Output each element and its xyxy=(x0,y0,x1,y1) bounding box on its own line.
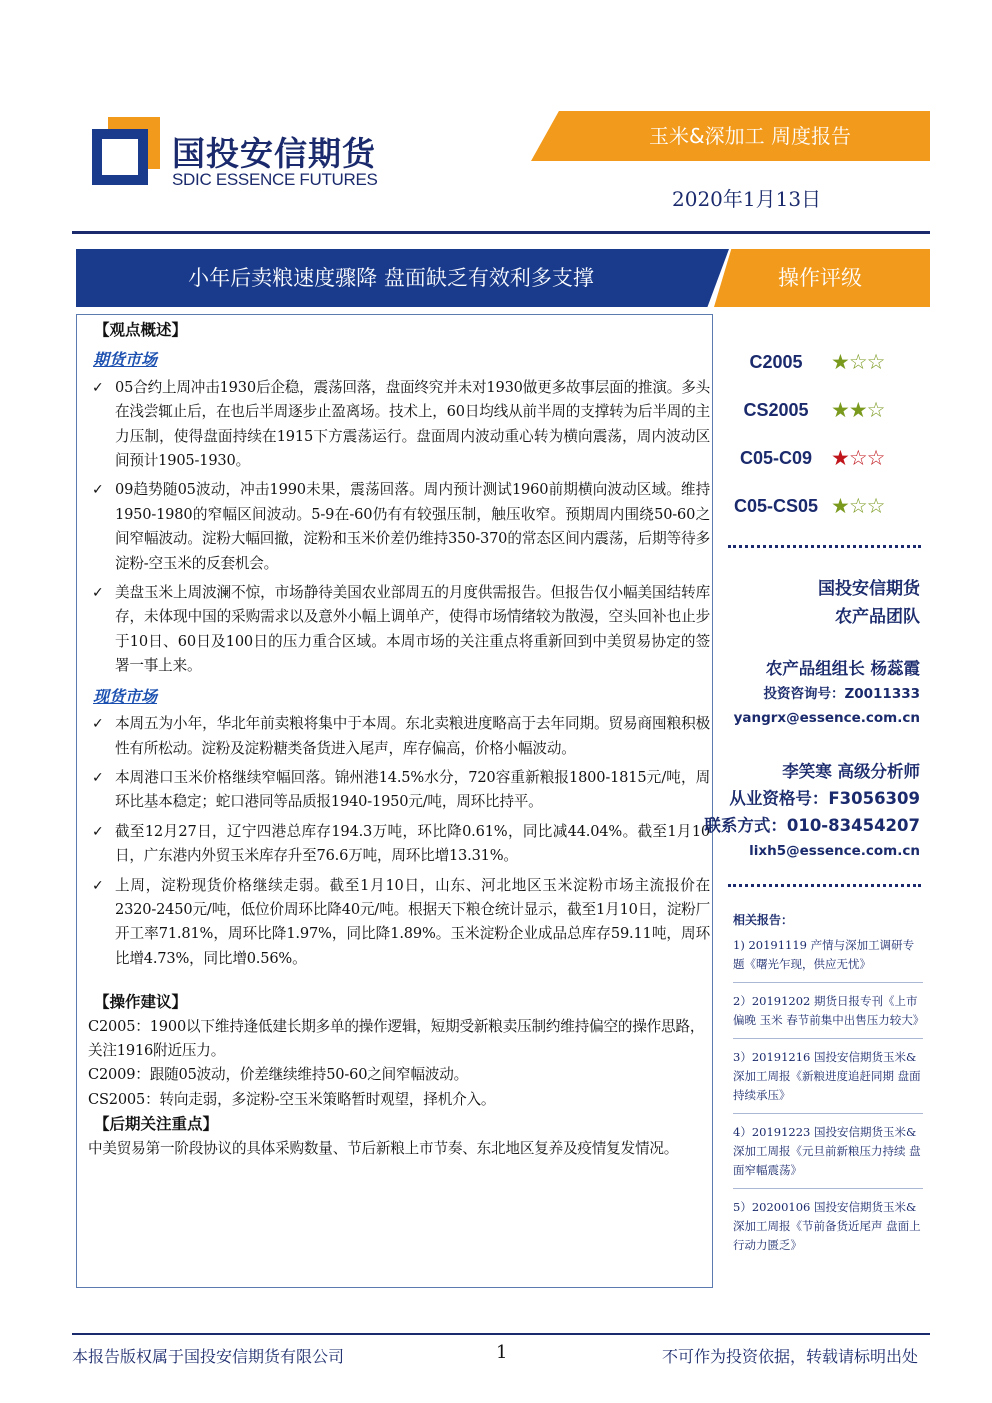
check-icon: ✓ xyxy=(92,823,104,840)
advice-line: C2009：跟随05波动，价差继续维持50-60之间窄幅波动。 xyxy=(88,1066,469,1084)
star-filled-icon: ★ xyxy=(831,494,849,518)
related-heading: 相关报告： xyxy=(733,913,794,927)
logo-text-cn: 国投安信期货 xyxy=(172,134,376,173)
star-filled-icon: ★ xyxy=(831,350,849,374)
analyst-1-email[interactable]: yangrx@essence.com.cn xyxy=(733,710,920,726)
rating-code: C2005 xyxy=(749,351,803,372)
team-block xyxy=(700,575,920,631)
related-report-item[interactable]: 4）20191223 国投安信期货玉米&深加工周报《元旦前新粮压力持续 盘面窄幅震荡》 xyxy=(733,1123,923,1189)
footer-copyright: 本报告版权属于国投安信期货有限公司 xyxy=(72,1347,345,1366)
rating-row xyxy=(726,386,926,434)
list-item: ✓ 本周五为小年，华北年前卖粮将集中于本周。东北卖粮进度略高于去年同期。贸易商囤粮积极性有所松动。淀粉及淀粉糖类备货进入尾声，库存偏高，价格小幅波动。 xyxy=(88,712,710,761)
main-content xyxy=(88,318,710,1161)
rating-row xyxy=(726,338,926,386)
page-number: 1 xyxy=(496,1342,508,1363)
related-report-item[interactable]: 5）20200106 国投安信期货玉米&深加工周报《节前备货近尾声 盘面上行动力匮乏》 xyxy=(733,1200,921,1252)
rating-stars xyxy=(831,494,884,518)
divider xyxy=(728,884,921,887)
advice-line: CS2005：转向走弱，多淀粉-空玉米策略暂时观望，择机介入。 xyxy=(88,1090,496,1108)
futures-list xyxy=(88,376,710,679)
report-type-title: 玉米&深加工 周度报告 xyxy=(649,124,851,148)
list-item: ✓ 05合约上周冲击1930后企稳，震荡回落，盘面终究并未对1930做更多故事层面的推演。多头在浅尝辄止后，在也后半周逐步止盈离场。技术上，60日均线从前半周的支撑转为后半周的主力压制，使得盘面持续在1915下方震荡运行。盘面周内波动重心转为横向震荡，周内波动区间预计1905-1930。 xyxy=(88,376,710,474)
list-item: ✓ 本周港口玉米价格继续窄幅回落。锦州港14.5%水分，720容重新粮报1800-1815元/吨，周环比基本稳定；蛇口港同等品质报1940-1950元/吨，周环比持平。 xyxy=(88,766,710,815)
star-empty-icon: ☆ xyxy=(866,398,885,422)
related-reports xyxy=(733,936,923,1272)
related-report-item[interactable]: 3）20191216 国投安信期货玉米&深加工周报《新粮进度追赶同期 盘面持续承压》 xyxy=(733,1048,923,1114)
footer-disclaimer: 不可作为投资依据，转载请标明出处 xyxy=(662,1347,919,1366)
check-icon: ✓ xyxy=(92,877,104,894)
star-empty-icon: ☆☆ xyxy=(848,446,885,470)
logo-text-en: SDIC ESSENCE FUTURES xyxy=(172,170,378,189)
analyst-2-email[interactable]: lixh5@essence.com.cn xyxy=(749,843,920,859)
rating-stars xyxy=(831,446,884,470)
analyst-2 xyxy=(700,758,920,863)
list-item: ✓ 上周，淀粉现货价格继续走弱。截至1月10日，山东、河北地区玉米淀粉市场主流报价在2320-2450元/吨，低位价周环比降40元/吨。根据天下粮仓统计显示，截至1月10日，淀粉厂开工率71.81%，周环比降1.97%，同比降1.89%。玉米淀粉企业成品总库存59.11吨，周环比增4.73%，同比增0.56%。 xyxy=(88,874,710,972)
check-icon: ✓ xyxy=(92,379,104,396)
star-filled-icon: ★★ xyxy=(831,398,867,422)
star-empty-icon: ☆☆ xyxy=(848,350,885,374)
list-item: ✓ 美盘玉米上周波澜不惊，市场静待美国农业部周五的月度供需报告。但报告仅小幅美国结转库存，未体现中国的采购需求以及意外小幅上调单产，使得市场情绪较为散漫，空头回补也止步于10日、60日及100日的压力重合区域。本周市场的关注重点将重新回到中美贸易协定的签署一事上来。 xyxy=(88,581,710,679)
check-icon: ✓ xyxy=(92,716,104,733)
related-report-item[interactable]: 2）20191202 期货日报专刊《上市偏晚 玉米 春节前集中出售压力较大》 xyxy=(733,992,923,1039)
analyst-1-title: 农产品组组长 杨蕊霞 xyxy=(765,659,920,678)
analyst-1 xyxy=(700,655,920,730)
company-logo-icon xyxy=(92,117,160,185)
rating-row xyxy=(726,482,926,530)
rating-stars xyxy=(831,350,884,374)
report-date: 2020年1月13日 xyxy=(672,187,822,211)
focus-text: 中美贸易第一阶段协议的具体采购数量、节后新粮上市节奏、东北地区复养及疫情复发情况。 xyxy=(88,1139,679,1157)
team-company: 国投安信期货 xyxy=(818,579,920,599)
star-filled-icon: ★ xyxy=(831,446,849,470)
divider xyxy=(728,545,921,548)
list-item: ✓ 09趋势随05波动，冲击1990未果，震荡回落。周内预计测试1960前期横向波动区域。维持1950-1980的窄幅区间波动。5-9在-60仍有有较强压制，触压收窄。预期周内围绕50-60之间窄幅波动。淀粉大幅回撤，淀粉和玉米价差仍维持350-370的常态区间内震荡，后期等待多淀粉-空玉米的反套机会。 xyxy=(88,478,710,576)
footer-divider xyxy=(72,1333,930,1335)
check-icon: ✓ xyxy=(92,482,104,499)
header-divider xyxy=(72,231,930,234)
report-title: 小年后卖粮速度骤降 盘面缺乏有效利多支撑 xyxy=(188,266,594,290)
star-empty-icon: ☆☆ xyxy=(848,494,885,518)
rating-code: CS2005 xyxy=(743,399,809,420)
check-icon: ✓ xyxy=(92,585,104,602)
analyst-2-license: 从业资格号：F3056309 xyxy=(729,789,920,808)
rating-row xyxy=(726,434,926,482)
ratings-panel xyxy=(726,338,926,530)
advice-line: C2005：1900以下维持逢低建长期多单的操作逻辑，短期受新粮卖压制约维持偏空的操作思路，关注1916附近压力。 xyxy=(88,1017,705,1059)
check-icon: ✓ xyxy=(92,769,104,786)
spot-list xyxy=(88,712,710,971)
rating-stars xyxy=(831,398,884,422)
futures-heading: 期货市场 xyxy=(93,350,158,370)
analyst-2-title: 李笑寒 高级分析师 xyxy=(782,762,920,781)
summary-heading: 【观点概述】 xyxy=(94,321,188,339)
focus-heading: 【后期关注重点】 xyxy=(94,1115,219,1134)
rating-code: C05-C09 xyxy=(739,447,813,468)
related-report-item[interactable]: 1) 20191119 产情与深加工调研专题《曙光乍现，供应无忧》 xyxy=(733,936,923,983)
rating-code: C05-CS05 xyxy=(733,495,819,516)
list-item: ✓ 截至12月27日，辽宁四港总库存194.3万吨，环比降0.61%，同比减44.04%。截至1月10日，广东港内外贸玉米库存升至76.6万吨，周环比增13.31%。 xyxy=(88,820,710,869)
spot-heading: 现货市场 xyxy=(93,686,158,706)
rating-label: 操作评级 xyxy=(778,266,862,290)
analyst-1-license: 投资咨询号：Z0011333 xyxy=(763,686,920,702)
advice-heading: 【操作建议】 xyxy=(94,993,188,1012)
analyst-2-phone: 联系方式：010-83454207 xyxy=(704,816,920,835)
team-group: 农产品团队 xyxy=(835,607,920,627)
